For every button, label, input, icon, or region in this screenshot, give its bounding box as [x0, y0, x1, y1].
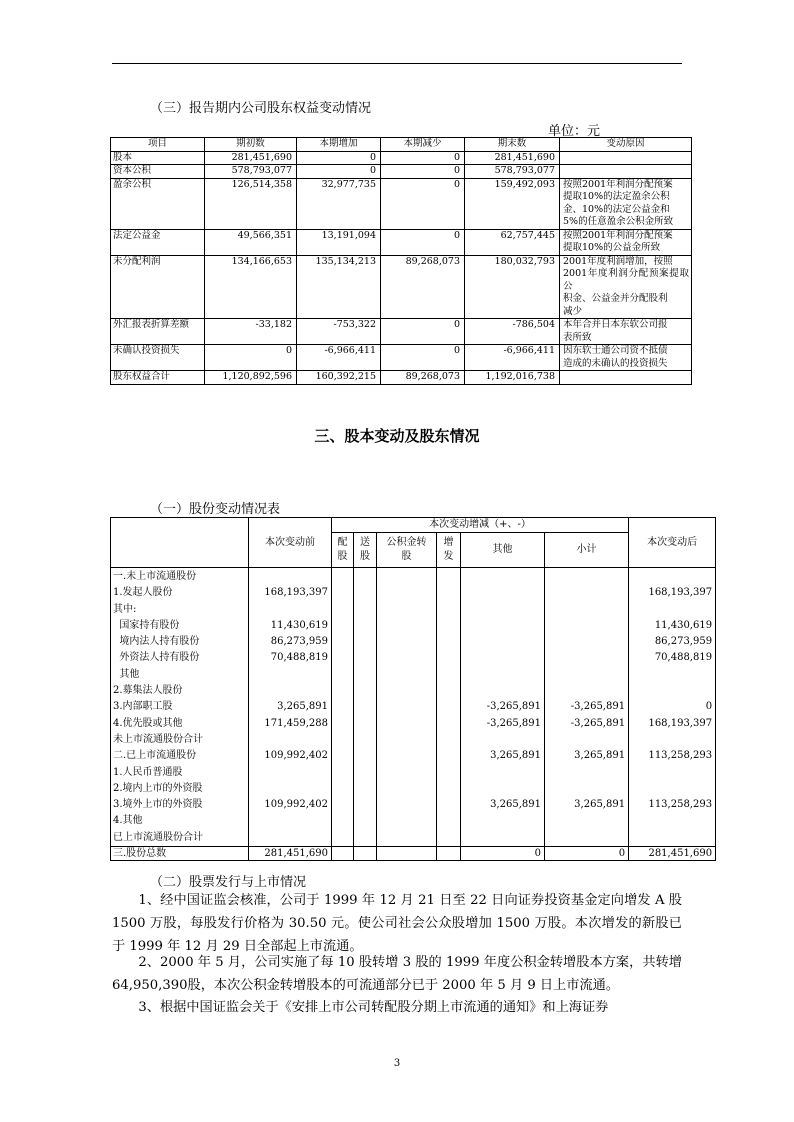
total-peigu — [332, 847, 354, 861]
table-row — [111, 178, 692, 229]
blank-header — [111, 518, 249, 568]
total-other: 0 — [461, 847, 545, 861]
unit-label: 单位：元 — [548, 124, 601, 139]
total-before: 281,451,690 — [249, 847, 332, 861]
peigu-values — [332, 568, 354, 847]
increase-cell: 0 — [297, 165, 381, 179]
reason-cell — [560, 151, 692, 165]
item-cell: 外汇报表折算差额 — [111, 319, 205, 345]
increase-cell: 135,134,213 — [297, 255, 381, 319]
col-header-other: 其他 — [461, 533, 545, 568]
decrease-cell: 0 — [381, 319, 465, 345]
songgu-values — [354, 568, 377, 847]
subtotal-values: -3,265,891 -3,265,891 3,265,891 3,265,891 — [545, 568, 629, 847]
section-title: （三）报告期内公司股东权益变动情况 — [150, 101, 372, 116]
subsection-title: （二）股票发行与上市情况 — [150, 875, 307, 890]
table-row — [111, 229, 692, 255]
table-row — [111, 151, 692, 165]
begin-cell: 126,514,358 — [205, 178, 297, 229]
table-row — [111, 345, 692, 371]
total-zengfa — [437, 847, 461, 861]
equity-change-table — [110, 137, 692, 385]
decrease-cell: 0 — [381, 345, 465, 371]
increase-cell: -753,322 — [297, 319, 381, 345]
table-header-row — [111, 138, 692, 152]
table-row — [111, 319, 692, 345]
col-header: 本期减少 — [381, 138, 465, 152]
begin-cell: 0 — [205, 345, 297, 371]
item-cell: 资本公积 — [111, 165, 205, 179]
begin-cell: 1,120,892,596 — [205, 371, 297, 385]
col-header-peigu: 配 股 — [332, 533, 354, 568]
table-body-row — [111, 568, 716, 847]
reason-cell: 本年合并日本东软公司报 表所致 — [560, 319, 692, 345]
row-labels: 一.未上市流通股份 1.发起人股份 其中: 国家持有股份 境内法人持有股份 外资法人持有股份 其他 2.募集法人股份 3.内部职工股 4.优先股或其他 未上市流通股份合计 二.已上市流通股份 1.人民币普通股 2.境内上市的外资股 3.境外上市的外资股 4.其他 已上市流通股份合计 — [111, 568, 249, 847]
total-gongji — [377, 847, 437, 861]
zengfa-values — [437, 568, 461, 847]
paragraph: 3、根据中国证监会关于《安排上市公司转配股分期上市流通的通知》和上海证券 — [138, 1000, 609, 1015]
col-header-before: 本次变动前 — [249, 518, 332, 568]
reason-cell — [560, 371, 692, 385]
after-values: 168,193,397 11,430,619 86,273,959 70,488,819 0 168,193,397 113,258,293 113,258,293 — [629, 568, 716, 847]
end-cell: 578,793,077 — [465, 165, 560, 179]
reason-cell: 按照2001年利润分配预案 提取10%的公益金所致 — [560, 229, 692, 255]
col-header: 期末数 — [465, 138, 560, 152]
paragraph: 1、经中国证监会核准，公司于 1999 年 12 月 21 日至 22 日向证券投资基金定向增发 A 股 1500 万股，每股发行价格为 30.50 元。使公司社会公众股增加 1500 万股。本次增发的新股已于 1999 年 12 月 29 日全部起上市流通。 — [112, 893, 682, 954]
share-change-table — [110, 517, 716, 861]
decrease-cell: 89,268,073 — [381, 255, 465, 319]
header-rule — [112, 63, 682, 64]
col-header: 变动原因 — [560, 138, 692, 152]
paragraph: 2、2000 年 5 月，公司实施了每 10 股转增 3 股的 1999 年度公积金转增股本方案，共转增 64,950,390股，本次公积金转增股本的可流通部分已于 2000 年 5 月 9 日上市流通。 — [112, 955, 682, 993]
col-header-songgu: 送 股 — [354, 533, 377, 568]
col-header: 项目 — [111, 138, 205, 152]
before-values: 168,193,397 11,430,619 86,273,959 70,488,819 3,265,891 171,459,288 109,992,402 109,992,402 — [249, 568, 332, 847]
chapter-heading: 三、股本变动及股东情况 — [314, 427, 480, 445]
item-cell: 法定公益金 — [111, 229, 205, 255]
col-header-after: 本次变动后 — [629, 518, 716, 568]
table-total-row — [111, 847, 716, 861]
reason-cell: 2001年度利润增加，按照 2001年度利润分配预案提取公 积金、公益金并分配股利 减少 — [560, 255, 692, 319]
item-cell: 未确认投资损失 — [111, 345, 205, 371]
total-after: 281,451,690 — [629, 847, 716, 861]
increase-cell: 13,191,094 — [297, 229, 381, 255]
item-cell: 股东权益合计 — [111, 371, 205, 385]
decrease-cell: 89,268,073 — [381, 371, 465, 385]
total-subtotal: 0 — [545, 847, 629, 861]
reason-cell: 因东软士通公司资不抵债 造成的未确认的投资损失 — [560, 345, 692, 371]
table-row — [111, 371, 692, 385]
begin-cell: 134,166,653 — [205, 255, 297, 319]
increase-cell: 0 — [297, 151, 381, 165]
decrease-cell: 0 — [381, 178, 465, 229]
page-number: 3 — [393, 1058, 401, 1069]
begin-cell: 281,451,690 — [205, 151, 297, 165]
other-values: -3,265,891 -3,265,891 3,265,891 3,265,891 — [461, 568, 545, 847]
table-header-row — [111, 518, 716, 533]
end-cell: 281,451,690 — [465, 151, 560, 165]
end-cell: 62,757,445 — [465, 229, 560, 255]
increase-cell: 160,392,215 — [297, 371, 381, 385]
end-cell: 159,492,093 — [465, 178, 560, 229]
increase-cell: -6,966,411 — [297, 345, 381, 371]
reason-cell: 按照2001年利润分配预案 提取10%的法定盈余公积 金、10%的法定公益金和 5%的任意盈余公积金所致 — [560, 178, 692, 229]
col-header: 本期增加 — [297, 138, 381, 152]
item-cell: 股本 — [111, 151, 205, 165]
col-header-zengfa: 增 发 — [437, 533, 461, 568]
col-header: 期初数 — [205, 138, 297, 152]
gongji-values — [377, 568, 437, 847]
table-row — [111, 255, 692, 319]
col-header-gongji: 公积金转 股 — [377, 533, 437, 568]
begin-cell: 49,566,351 — [205, 229, 297, 255]
end-cell: 180,032,793 — [465, 255, 560, 319]
reason-cell — [560, 165, 692, 179]
decrease-cell: 0 — [381, 151, 465, 165]
item-cell: 盈余公积 — [111, 178, 205, 229]
begin-cell: 578,793,077 — [205, 165, 297, 179]
col-header-subtotal: 小计 — [545, 533, 629, 568]
subsection-title: （一）股份变动情况表 — [150, 502, 281, 517]
increase-cell: 32,977,735 — [297, 178, 381, 229]
end-cell: -786,504 — [465, 319, 560, 345]
table-row — [111, 165, 692, 179]
total-label: 三.股份总数 — [111, 847, 249, 861]
begin-cell: -33,182 — [205, 319, 297, 345]
end-cell: -6,966,411 — [465, 345, 560, 371]
decrease-cell: 0 — [381, 165, 465, 179]
end-cell: 1,192,016,738 — [465, 371, 560, 385]
col-header-change: 本次变动增减（+、-） — [332, 518, 629, 533]
total-songgu — [354, 847, 377, 861]
item-cell: 未分配利润 — [111, 255, 205, 319]
decrease-cell: 0 — [381, 229, 465, 255]
